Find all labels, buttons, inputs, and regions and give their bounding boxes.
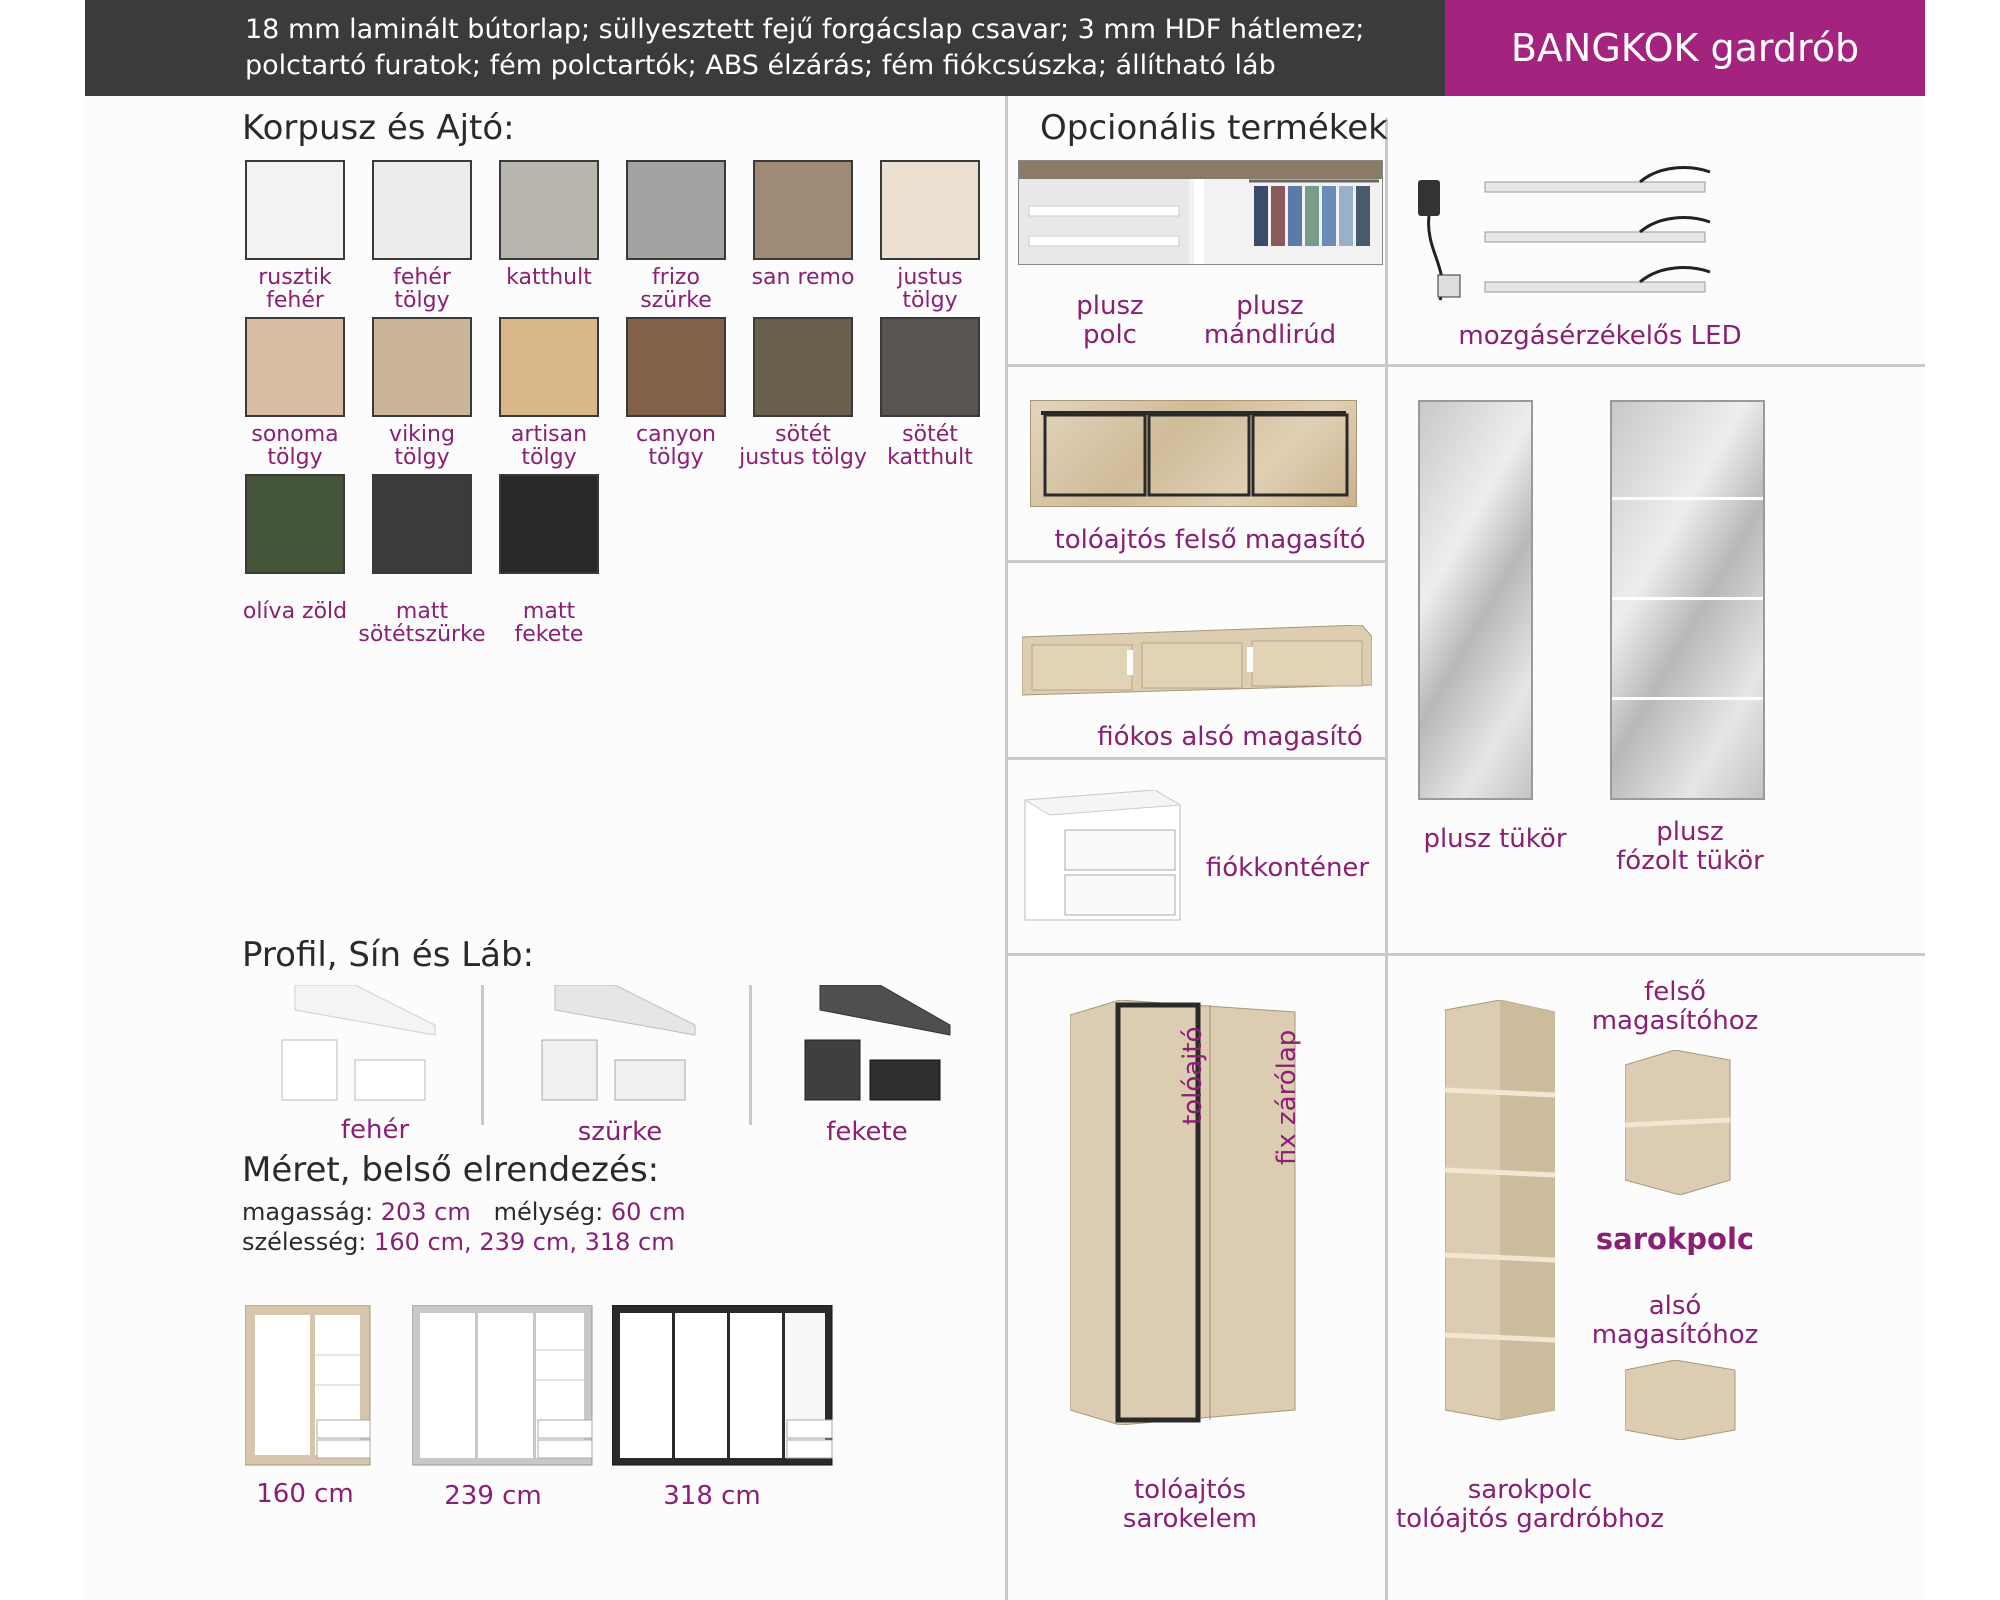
swatch-label-line1: sötét	[902, 422, 958, 447]
corner-shelf-wardrobe-line1: sarokpolc	[1467, 1475, 1593, 1505]
depth-value: 60 cm	[610, 1198, 686, 1226]
mirror-door-image	[1418, 400, 1533, 800]
swatch-label-line2: sötétszürke	[358, 622, 486, 647]
size-label-318: 318 cm	[663, 1481, 761, 1511]
color-swatch-label	[738, 423, 868, 469]
size-label-239: 239 cm	[444, 1481, 542, 1511]
faceted-mirror-label	[1590, 818, 1790, 876]
swatch-label-line1: frizo	[652, 265, 700, 290]
plusz-polc-line2: polc	[1083, 320, 1137, 350]
specs-line-2: polctartó furatok; fém polctartók; ABS élzárás; fém fiókcsúszka; állítható láb	[245, 50, 1276, 81]
color-swatch-label	[357, 423, 487, 469]
faceted-mirror-door-image	[1610, 400, 1765, 800]
corner-unit-line1: tolóajtós	[1133, 1475, 1247, 1505]
specs-text	[245, 12, 1364, 84]
profile-set-black	[795, 985, 965, 1105]
color-swatch	[245, 160, 345, 260]
swatch-label-line2: tölgy	[394, 445, 450, 470]
color-swatch	[753, 160, 853, 260]
bottom-extension-image	[1022, 625, 1372, 700]
top-extension-shelf-line1: felső	[1644, 977, 1706, 1007]
color-swatch-label	[484, 423, 614, 469]
profile-label-black: fekete	[826, 1117, 908, 1147]
faceted-mirror-line2: fózolt tükör	[1616, 846, 1764, 876]
sliding-door-rotated-label: tolóajtó	[1178, 1026, 1208, 1125]
swatch-label-line2: tölgy	[902, 288, 958, 313]
specs-line-1: 18 mm laminált bútorlap; süllyesztett fejű forgácslap csavar; 3 mm HDF hátlemez;	[245, 14, 1365, 45]
plusz-mandlirud-label	[1190, 292, 1350, 350]
color-swatch-label	[484, 266, 614, 289]
top-corner-shelf-image	[1625, 1050, 1735, 1195]
color-swatch-label	[230, 600, 360, 623]
dimension-height-depth	[242, 1198, 686, 1226]
corner-shelf-title: sarokpolc	[1595, 1222, 1755, 1256]
width-value: 160 cm, 239 cm, 318 cm	[374, 1228, 675, 1256]
color-swatch-label	[738, 266, 868, 289]
color-swatch	[245, 317, 345, 417]
swatch-label-line2: tölgy	[648, 445, 704, 470]
led-label: mozgásérzékelős LED	[1458, 321, 1742, 351]
swatch-label-line1: matt	[522, 599, 576, 624]
color-swatch	[499, 317, 599, 417]
swatch-label-line1: rusztik	[258, 265, 332, 290]
bottom-extension-shelf-line1: alsó	[1648, 1291, 1702, 1321]
plusz-mandlirud-line1: plusz	[1236, 291, 1304, 321]
swatch-label-line2: tölgy	[394, 288, 450, 313]
color-swatch-label	[357, 266, 487, 312]
drawer-container-image	[1020, 790, 1190, 925]
wardrobe-318-image	[612, 1305, 837, 1470]
swatch-label-line2: fehér	[266, 288, 324, 313]
profile-divider-2	[749, 985, 752, 1125]
bottom-corner-shelf-image	[1625, 1360, 1740, 1440]
color-swatch	[372, 317, 472, 417]
corner-shelf-image	[1445, 1000, 1555, 1425]
color-swatch	[880, 160, 980, 260]
swatch-label-line2: tölgy	[521, 445, 577, 470]
color-swatch	[626, 317, 726, 417]
color-swatch	[245, 474, 345, 574]
swatch-label-line2: fekete	[514, 622, 584, 647]
size-label-160: 160 cm	[256, 1479, 354, 1509]
profile-set-white	[270, 985, 440, 1105]
swatch-label-line1: canyon	[636, 422, 716, 447]
swatch-label-line1: olíva zöld	[242, 599, 348, 624]
profil-title: Profil, Sín és Láb:	[242, 935, 535, 975]
mirror-label: plusz tükör	[1423, 824, 1567, 854]
color-swatch-label	[865, 266, 995, 312]
swatch-label-line2: katthult	[887, 445, 973, 470]
color-swatch	[372, 474, 472, 574]
color-swatch-label	[230, 423, 360, 469]
color-swatch-label	[357, 600, 487, 646]
swatch-label-line2: szürke	[640, 288, 712, 313]
height-value: 203 cm	[380, 1198, 471, 1226]
width-label: szélesség:	[242, 1228, 367, 1256]
dimension-width	[242, 1228, 675, 1256]
wardrobe-160-image	[245, 1305, 375, 1470]
meret-title: Méret, belső elrendezés:	[242, 1150, 660, 1190]
top-extension-shelf-label	[1585, 978, 1765, 1036]
top-extension-shelf-line2: magasítóhoz	[1591, 1006, 1759, 1036]
color-swatch-label	[865, 423, 995, 469]
color-swatch	[372, 160, 472, 260]
row-divider-2	[1005, 560, 1385, 563]
specs-header-bar	[85, 0, 1445, 96]
shelf-rod-image	[1018, 160, 1383, 265]
height-label: magasság:	[242, 1198, 374, 1226]
swatch-label-line1: matt	[395, 599, 449, 624]
column-divider	[1005, 96, 1008, 1600]
corner-shelf-wardrobe-line2: tolóajtós gardróbhoz	[1395, 1504, 1665, 1534]
profile-label-gray: szürke	[577, 1117, 663, 1147]
plusz-mandlirud-line2: mándlirúd	[1203, 320, 1337, 350]
color-swatch-label	[611, 266, 741, 312]
swatch-label-line2: tölgy	[267, 445, 323, 470]
swatch-label-line1: artisan	[510, 422, 588, 447]
color-swatch-label	[611, 423, 741, 469]
row-divider-1	[1005, 364, 1925, 367]
profile-divider-1	[481, 985, 484, 1125]
row-divider-4	[1005, 953, 1925, 956]
depth-label: mélység:	[493, 1198, 604, 1226]
color-swatch	[626, 160, 726, 260]
row-divider-3	[1005, 757, 1385, 760]
swatch-label-line1: san remo	[751, 265, 855, 290]
faceted-mirror-line1: plusz	[1656, 817, 1724, 847]
fixed-panel-rotated-label: fix zárólap	[1272, 1029, 1302, 1165]
color-swatch	[880, 317, 980, 417]
drawer-container-label: fiókkonténer	[1205, 853, 1370, 883]
swatch-label-line1: viking	[389, 422, 455, 447]
bottom-extension-shelf-line2: magasítóhoz	[1591, 1320, 1759, 1350]
corner-unit-label	[1080, 1476, 1300, 1534]
product-title: BANGKOK gardrób	[1445, 0, 1925, 96]
led-strip-image	[1410, 160, 1730, 310]
swatch-label-line1: katthult	[506, 265, 592, 290]
swatch-label-line1: fehér	[393, 265, 451, 290]
wardrobe-239-image	[412, 1305, 597, 1470]
color-swatch-label	[484, 600, 614, 646]
color-swatch-label	[230, 266, 360, 312]
korpusz-title: Korpusz és Ajtó:	[242, 108, 515, 148]
bottom-extension-label: fiókos alsó magasító	[1097, 722, 1363, 752]
color-swatch	[499, 160, 599, 260]
plusz-polc-line1: plusz	[1076, 291, 1144, 321]
profile-set-gray	[530, 985, 700, 1105]
opcionalis-title: Opcionális termékek	[1040, 108, 1388, 148]
corner-unit-line2: sarokelem	[1122, 1504, 1258, 1534]
column-divider-right	[1385, 118, 1388, 1600]
swatch-label-line1: sötét	[775, 422, 831, 447]
corner-shelf-wardrobe-label	[1395, 1476, 1665, 1534]
plusz-polc-label	[1060, 292, 1160, 350]
bottom-extension-shelf-label	[1585, 1292, 1765, 1350]
top-extension-image	[1030, 400, 1357, 507]
swatch-label-line1: sonoma	[251, 422, 339, 447]
color-swatch	[753, 317, 853, 417]
swatch-label-line1: justus	[897, 265, 963, 290]
top-extension-label: tolóajtós felső magasító	[1054, 525, 1366, 555]
profile-label-white: fehér	[340, 1115, 410, 1145]
color-swatch	[499, 474, 599, 574]
swatch-label-line2: justus tölgy	[739, 445, 867, 470]
